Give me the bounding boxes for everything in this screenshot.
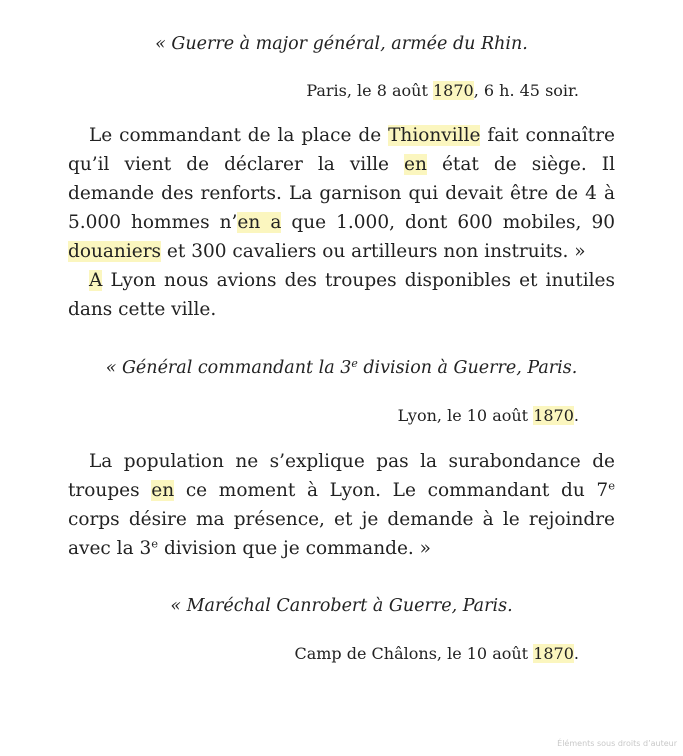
paragraph-1-text-b: fait connaître qu’il vient de déclarer la ville — [68, 125, 615, 175]
paragraph-2-text: Lyon nous avions des troupes disponibles et inutiles dans cette ville. — [68, 270, 615, 320]
dateline-1-suffix: , 6 h. 45 soir. — [473, 81, 579, 100]
telegram-header-1-text: « Guerre à major général, armée du Rhin. — [155, 34, 528, 54]
paragraph-3-sup-2: e — [151, 536, 159, 551]
highlight-douaniers: douaniers — [68, 241, 162, 262]
dateline-2-year-highlight: 1870 — [533, 406, 574, 425]
dateline-1-year-highlight: 1870 — [432, 81, 474, 100]
dateline-3-year-highlight: 1870 — [533, 644, 574, 663]
paragraph-3-text-d: division que je commande. » — [158, 538, 431, 559]
dateline-1-prefix: Paris, le 8 août — [306, 81, 433, 100]
paragraph-3-text-a: La population ne s’explique pas la surabondance de troupes — [68, 451, 615, 501]
dateline-3-suffix: . — [573, 644, 579, 663]
body-text-block-1 — [68, 121, 615, 324]
paragraph-1-text-d: que 1.000, dont 600 mobiles, 90 — [281, 212, 615, 233]
telegram-header-2-pre: « Général commandant la 3 — [105, 358, 352, 378]
telegram-header-3 — [0, 594, 683, 618]
highlight-a: A — [89, 270, 103, 291]
highlight-en-a: en a — [237, 212, 282, 233]
dateline-1 — [306, 80, 579, 102]
copyright-watermark: Éléments sous droits d’auteur — [557, 739, 677, 748]
paragraph-3-text-c: corps désire ma présence, et je demande à le rejoindre avec la 3 — [68, 509, 615, 559]
paragraph-1-text-a: Le commandant de la place de — [89, 125, 389, 146]
telegram-header-3-text: « Maréchal Canrobert à Guerre, Paris. — [170, 596, 513, 616]
paragraph-2 — [68, 266, 615, 324]
paragraph-3 — [68, 447, 615, 563]
paragraph-1-text-c: état de siège. Il demande des renforts. La garnison qui devait être de 4 à 5.000 hommes n’ — [68, 154, 615, 233]
dateline-3-prefix: Camp de Châlons, le 10 août — [294, 644, 534, 663]
telegram-header-2-sup: e — [351, 357, 358, 371]
highlight-en-2: en — [151, 480, 175, 501]
dateline-2-suffix: . — [573, 406, 579, 425]
dateline-2-prefix: Lyon, le 10 août — [397, 406, 534, 425]
paragraph-1-text-e: et 300 cavaliers ou artilleurs non instruits. » — [161, 241, 586, 262]
paragraph-3-sup-1: e — [608, 478, 615, 493]
telegram-header-2-post: division à Guerre, Paris. — [357, 358, 578, 378]
paragraph-1 — [68, 121, 615, 266]
highlight-thionville: Thionville — [388, 125, 481, 146]
body-text-block-2 — [68, 447, 615, 563]
telegram-header-1 — [0, 32, 683, 56]
dateline-2 — [398, 405, 579, 427]
paragraph-3-text-b: ce moment à Lyon. Le commandant du 7 — [174, 480, 609, 501]
telegram-header-2 — [0, 356, 683, 380]
highlight-en-1: en — [404, 154, 427, 175]
dateline-3 — [294, 643, 579, 665]
